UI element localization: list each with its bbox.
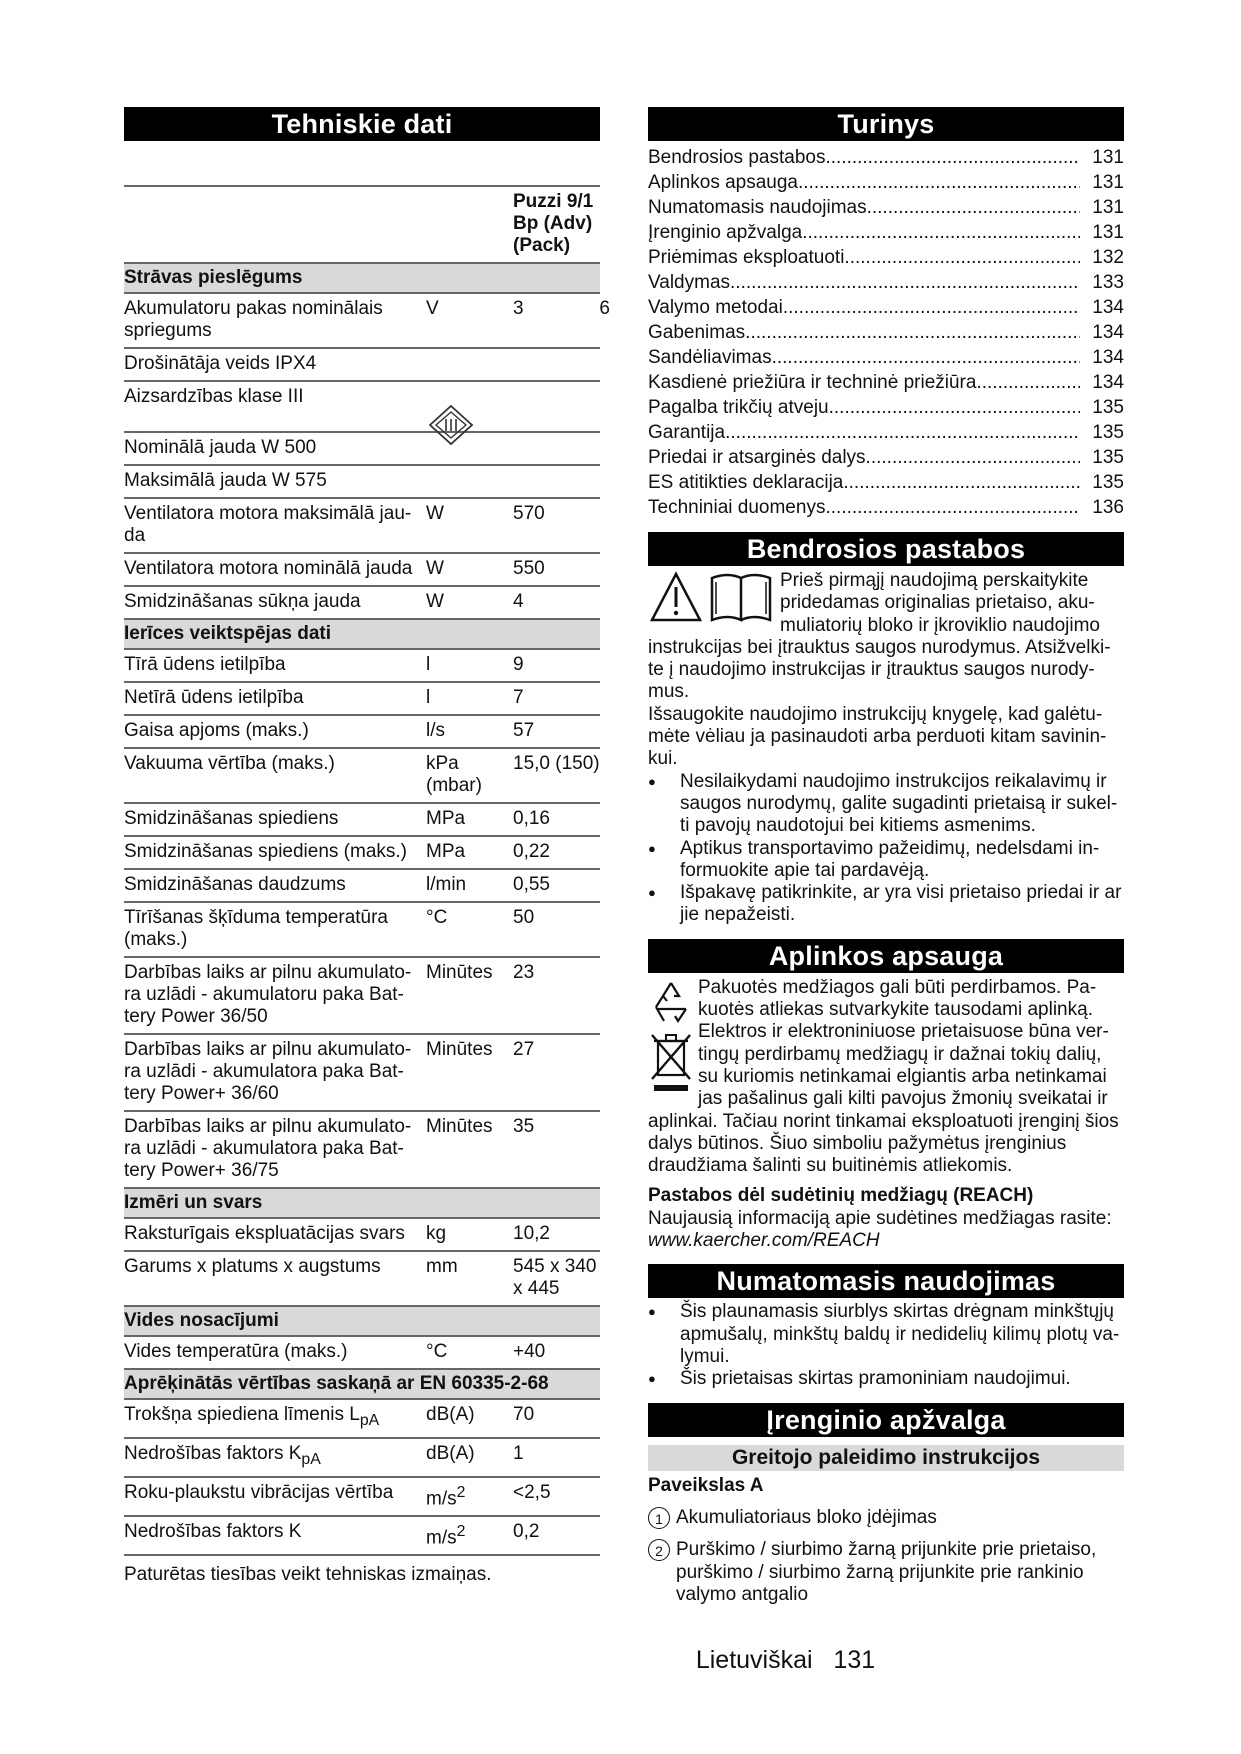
- toc-item[interactable]: [648, 220, 1124, 245]
- reach-text: Naujausią informaciją apie sudėtines medžiagas rasite:: [648, 1207, 1112, 1229]
- spec-unit-text: kPa (mbar): [426, 753, 482, 796]
- quick-start-step: [648, 1507, 1124, 1530]
- spec-label-text: Roku-plaukstu vibrācijas vērtība: [124, 1481, 394, 1503]
- section-header: Aprēķinātās vērtības saskaņā ar EN 60335-2-68: [124, 1369, 600, 1399]
- spec-value-text: <2,5: [513, 1481, 551, 1503]
- spec-label: [124, 381, 426, 432]
- spec-label: [124, 1477, 426, 1516]
- table-row: [124, 498, 600, 553]
- general-notes-title: Bendrosios pastabos: [648, 532, 1124, 566]
- section-header: Izmēri un svars: [124, 1188, 600, 1218]
- spec-value-text: 0,2: [513, 1520, 540, 1542]
- spec-unit: [426, 869, 513, 902]
- spec-value-text: 10,2: [513, 1223, 550, 1244]
- spec-unit-text: Minūtes: [426, 1039, 493, 1060]
- spec-value-text: 35: [513, 1116, 535, 1137]
- table-row: [124, 586, 600, 619]
- spec-unit-text: Minūtes: [426, 962, 493, 983]
- list-item: ● Aptikus transportavimo pažeidimų, nedelsdami in-formuokite apie tai pardavėją.: [648, 838, 1124, 883]
- spec-label-text: Nominālā jauda W 500: [124, 437, 317, 458]
- section-header-row: [124, 1369, 600, 1399]
- spec-unit: [426, 1218, 513, 1251]
- spec-unit: [426, 836, 513, 869]
- model-name: Puzzi 9/1 Bp (Adv) (Pack): [513, 186, 600, 263]
- spec-value-extra: 6: [599, 298, 610, 319]
- list-item: ● Išpakavę patikrinkite, ar yra visi prietaiso priedai ir ar jie nepažeisti.: [648, 882, 1124, 927]
- toc-item-page: 134: [1092, 347, 1124, 368]
- spec-label-text: Smidzināšanas spiediens: [124, 808, 339, 829]
- step-text: Purškimo / siurbimo žarną prijunkite prie prietaiso, purškimo / siurbimo žarną prijunkite prie rankinio valymo antgalio: [676, 1539, 1097, 1605]
- spec-unit: [426, 748, 513, 803]
- toc-item-page: 135: [1092, 422, 1124, 443]
- table-row: [124, 803, 600, 836]
- toc-item[interactable]: [648, 295, 1124, 320]
- spec-label: [124, 1516, 426, 1555]
- toc-item[interactable]: [648, 370, 1124, 395]
- spec-label: [124, 957, 426, 1034]
- technical-data-title: Tehniskie dati: [124, 107, 600, 141]
- toc-item[interactable]: [648, 445, 1124, 470]
- toc-item[interactable]: [648, 320, 1124, 345]
- spec-label: [124, 1111, 426, 1188]
- table-row: [124, 836, 600, 869]
- page-footer: [0, 1645, 1241, 1675]
- lithuanian-column: [648, 107, 1124, 1607]
- toc-item-label: Kasdienė priežiūra ir techninė priežiūra: [648, 372, 977, 393]
- table-row: [124, 432, 600, 465]
- spec-value-text: +40: [513, 1341, 546, 1362]
- table-row: [124, 869, 600, 902]
- spec-label-subscript: pA: [301, 1450, 321, 1468]
- table-row: [124, 1438, 600, 1477]
- spec-label: [124, 293, 426, 348]
- device-overview-title: Įrenginio apžvalga: [648, 1403, 1124, 1437]
- spec-unit-superscript: 2: [456, 1483, 466, 1501]
- spec-unit: [426, 465, 513, 498]
- spec-label-text: Smidzināšanas daudzums: [124, 874, 346, 895]
- table-row: [124, 957, 600, 1034]
- table-row: [124, 1399, 600, 1438]
- toc-dot-leader: [798, 170, 1080, 195]
- spec-label: [124, 1034, 426, 1111]
- spec-unit: [426, 715, 513, 748]
- spec-value: [513, 293, 610, 348]
- spec-label: [124, 465, 426, 498]
- environment-weee-text: Elektros ir elektroniniuose prietaisuose būna ver-tingų perdirbamų medžiagų ir dažnai tokių dalių, su kuriomis netinkamai elgiantis arba netinkamai jas pašalinus gali kilti pavojus žmonių sveikatai ir aplinkai. Tačiau norint tinkamai eksploatuoti įrenginį šios dalys būtinos. Šiuo simboliu pažymėtus įrenginius draudžiama šalinti su buitinėmis atliekomis.: [648, 1021, 1119, 1177]
- toc-item-label: Bendrosios pastabos: [648, 147, 826, 168]
- spec-unit-text: m/s: [426, 1487, 457, 1509]
- spec-unit-text: °C: [426, 907, 448, 928]
- toc-item-page: 134: [1092, 322, 1124, 343]
- technical-data-body: [124, 186, 610, 1555]
- toc-item-page: 133: [1092, 272, 1124, 293]
- spec-unit: [426, 1477, 513, 1516]
- toc-item-page: 132: [1092, 247, 1124, 268]
- spec-label: [124, 586, 426, 619]
- spec-label: [124, 1336, 426, 1369]
- list-item: ● Šis plaunamasis siurblys skirtas drėgnam minkštųjų apmušalų, minkštų baldų ir nedidelių kilimų plotų va-lymui.: [648, 1301, 1124, 1368]
- spec-value-text: 545 x 340 x 445: [513, 1256, 597, 1299]
- toc-item-page: 134: [1092, 372, 1124, 393]
- spec-value-text: 0,16: [513, 808, 550, 829]
- quick-start-steps: [648, 1507, 1124, 1607]
- spec-label: [124, 1251, 426, 1306]
- general-notes-text-2: Išsaugokite naudojimo instrukcijų knygelę, kad galėtu-mėte vėliau ja pasinaudoti arba perduoti kitam savinin-kui.: [648, 703, 1107, 770]
- table-row: [124, 1034, 600, 1111]
- changes-note: Paturētas tiesības veikt tehniskas izmaiņas.: [124, 1564, 492, 1586]
- spec-value-text: 50: [513, 907, 535, 928]
- spec-label-text: Darbības laiks ar pilnu akumulato-ra uzlādi - akumulatora paka Bat-tery Power+ 36/60: [124, 1039, 412, 1104]
- spec-value-text: 70: [513, 1404, 535, 1425]
- spec-label-text: Trokšņa spiediena līmenis L: [124, 1404, 360, 1425]
- toc-item-page: 135: [1092, 397, 1124, 418]
- toc-dot-leader: [825, 495, 1080, 520]
- spec-unit-text: W: [426, 591, 444, 612]
- toc-dot-leader: [829, 395, 1080, 420]
- toc-dot-leader: [976, 370, 1080, 395]
- spec-unit: [426, 902, 513, 957]
- spec-value-text: 1: [513, 1442, 524, 1464]
- spec-value: [513, 1336, 600, 1369]
- spec-label-text: Darbības laiks ar pilnu akumulato-ra uzlādi - akumulatoru paka Bat-tery Power 36/50: [124, 962, 412, 1027]
- figure-label: Paveikslas A: [648, 1474, 764, 1496]
- spec-unit-text: W: [426, 558, 444, 579]
- warning-manual-icon: [648, 570, 776, 630]
- spec-value: [513, 902, 600, 957]
- spec-unit-text: mm: [426, 1256, 458, 1277]
- table-row: [124, 1111, 600, 1188]
- section-header: Ierīces veiktspējas dati: [124, 619, 600, 649]
- spec-value: [513, 715, 600, 748]
- spec-label-text: Tīrā ūdens ietilpība: [124, 654, 286, 675]
- section-header: Vides nosacījumi: [124, 1306, 600, 1336]
- toc-item[interactable]: [648, 495, 1124, 520]
- spec-value-text: 0,22: [513, 841, 550, 862]
- toc-dot-leader: [843, 470, 1080, 495]
- spec-value-text: 9: [513, 654, 524, 675]
- spec-unit-text: dB(A): [426, 1404, 475, 1425]
- spec-value-text: 4: [513, 591, 524, 612]
- reach-title: Pastabos dėl sudėtinių medžiagų (REACH): [648, 1185, 1034, 1207]
- spec-unit-text: Minūtes: [426, 1116, 493, 1137]
- spec-value-text: 23: [513, 962, 535, 983]
- toc-item[interactable]: [648, 420, 1124, 445]
- toc-item[interactable]: [648, 470, 1124, 495]
- table-row: [124, 553, 600, 586]
- spec-label-text: Smidzināšanas spiediens (maks.): [124, 841, 408, 862]
- toc-dot-leader: [866, 445, 1080, 470]
- toc-dot-leader: [802, 220, 1080, 245]
- footer-page-number: 131: [833, 1646, 876, 1674]
- recycling-icon: [648, 977, 694, 1029]
- spec-label-text: Garums x platums x augstums: [124, 1256, 381, 1277]
- toc-item-label: Gabenimas: [648, 322, 746, 343]
- toc-dot-leader: [725, 420, 1080, 445]
- spec-label-text: Vides temperatūra (maks.): [124, 1341, 348, 1362]
- spec-value: [513, 1218, 600, 1251]
- list-item: ● Nesilaikydami naudojimo instrukcijos reikalavimų ir saugos nurodymų, galite sugadinti prietaisą ir sukel-ti pavojų naudotojui bei kitiems asmenims.: [648, 771, 1124, 838]
- toc-item-page: 135: [1092, 447, 1124, 468]
- toc-item-label: Valymo metodai: [648, 297, 783, 318]
- spec-unit: [426, 348, 513, 381]
- toc-dot-leader: [844, 245, 1080, 270]
- spec-unit-text: °C: [426, 1341, 448, 1362]
- spec-label: [124, 902, 426, 957]
- spec-value-text: 3: [513, 298, 524, 319]
- spec-value: [513, 1251, 600, 1306]
- footer-language: Lietuviškai: [695, 1646, 813, 1674]
- toc-item-label: ES atitikties deklaracija: [648, 472, 844, 493]
- table-row: [124, 1218, 600, 1251]
- environment-section: [648, 977, 1124, 1253]
- spec-unit-text: l/s: [426, 720, 445, 741]
- section-header-row: [124, 1306, 600, 1336]
- spec-value: [513, 1111, 600, 1188]
- spec-label-text: Aizsardzības klase III: [124, 386, 304, 407]
- spec-label: [124, 836, 426, 869]
- toc-item-page: 131: [1092, 147, 1124, 168]
- step-number-badge: 1: [648, 1507, 670, 1529]
- spec-value-text: 550: [513, 558, 545, 579]
- step-text: Akumuliatoriaus bloko įdėjimas: [676, 1506, 937, 1528]
- toc-item-label: Numatomasis naudojimas: [648, 197, 867, 218]
- spec-value-text: 27: [513, 1039, 535, 1060]
- table-row: [124, 1516, 600, 1555]
- toc-item-page: 135: [1092, 472, 1124, 493]
- toc-item[interactable]: [648, 345, 1124, 370]
- weee-bin-icon: [648, 1029, 694, 1099]
- spec-value: [513, 553, 600, 586]
- general-notes-list: [648, 771, 1124, 927]
- spec-label-text: Nedrošības faktors K: [124, 1520, 302, 1542]
- toc-item[interactable]: [648, 170, 1124, 195]
- spec-value-text: 15,0 (150): [513, 753, 600, 774]
- section-header: Strāvas pieslēgums: [124, 263, 600, 293]
- spec-label-text: Ventilatora motora nominālā jauda: [124, 558, 413, 579]
- spec-label: [124, 553, 426, 586]
- spec-unit: [426, 649, 513, 682]
- table-of-contents: [648, 145, 1124, 520]
- toc-item-label: Techniniai duomenys: [648, 497, 826, 518]
- spec-unit: [426, 1399, 513, 1438]
- intended-use-list: [648, 1301, 1124, 1390]
- spec-value-text: 7: [513, 687, 524, 708]
- section-header-row: [124, 619, 600, 649]
- toc-item-label: Aplinkos apsauga: [648, 172, 798, 193]
- toc-dot-leader: [745, 320, 1080, 345]
- table-header-row: [124, 186, 600, 263]
- spec-value: [513, 869, 600, 902]
- spec-unit-text: l: [426, 654, 431, 675]
- table-row: [124, 348, 600, 381]
- toc-item-page: 131: [1092, 222, 1124, 243]
- spec-value: [513, 432, 600, 465]
- toc-dot-leader: [772, 345, 1080, 370]
- spec-value: [513, 649, 600, 682]
- toc-dot-leader: [783, 295, 1080, 320]
- spec-value: [513, 803, 600, 836]
- spec-label-text: Maksimālā jauda W 575: [124, 470, 327, 491]
- table-row: [124, 1477, 600, 1516]
- general-notes-section: [648, 570, 1124, 927]
- spec-label: [124, 748, 426, 803]
- spec-value: [513, 348, 600, 381]
- spec-label: [124, 432, 426, 465]
- toc-item-label: Valdymas: [648, 272, 731, 293]
- toc-item[interactable]: [648, 245, 1124, 270]
- spec-unit: [426, 957, 513, 1034]
- spec-value: [513, 1034, 600, 1111]
- spec-value: [513, 1438, 600, 1477]
- spec-label: [124, 682, 426, 715]
- table-row: [124, 1336, 600, 1369]
- table-row: [124, 381, 600, 432]
- toc-item-label: Priėmimas eksploatuoti: [648, 247, 845, 268]
- toc-item-page: 134: [1092, 297, 1124, 318]
- spec-value: [513, 465, 600, 498]
- spec-unit: [426, 586, 513, 619]
- spec-value-text: 0,55: [513, 874, 550, 895]
- spec-value: [513, 836, 600, 869]
- toc-item-page: 136: [1092, 497, 1124, 518]
- spec-value: [513, 682, 600, 715]
- spec-unit: [426, 803, 513, 836]
- table-row: [124, 465, 600, 498]
- spec-label-text: Drošinātāja veids IPX4: [124, 353, 317, 374]
- spec-unit-text: V: [426, 298, 439, 319]
- spec-value-text: 57: [513, 720, 535, 741]
- spec-unit: [426, 682, 513, 715]
- spec-label-text: Tīrīšanas šķīduma temperatūra (maks.): [124, 907, 388, 950]
- spec-label-text: Ventilatora motora maksimālā jau-da: [124, 503, 412, 546]
- table-row: [124, 649, 600, 682]
- toc-item[interactable]: [648, 145, 1124, 170]
- table-row: [124, 902, 600, 957]
- toc-item-label: Įrenginio apžvalga: [648, 222, 803, 243]
- table-row: [124, 682, 600, 715]
- spec-value: [513, 957, 600, 1034]
- toc-dot-leader: [825, 145, 1080, 170]
- spec-unit-text: MPa: [426, 841, 466, 862]
- spec-label: [124, 715, 426, 748]
- spec-unit: [426, 498, 513, 553]
- toc-item-label: Sandėliavimas: [648, 347, 772, 368]
- spec-label-text: Gaisa apjoms (maks.): [124, 720, 309, 741]
- spec-label: [124, 1399, 426, 1438]
- spec-unit-text: l: [426, 687, 431, 708]
- section-header-row: [124, 263, 600, 293]
- table-row: [124, 715, 600, 748]
- spec-unit-text: kg: [426, 1223, 447, 1244]
- toc-item-page: 131: [1092, 172, 1124, 193]
- spec-unit: [426, 1111, 513, 1188]
- spec-label: [124, 803, 426, 836]
- spec-label-text: Nedrošības faktors K: [124, 1442, 302, 1464]
- toc-dot-leader: [730, 270, 1080, 295]
- toc-item[interactable]: [648, 270, 1124, 295]
- environment-text: Pakuotės medžiagos gali būti perdirbamos. Pa-kuotės atliekas sutvarkykite tausodami aplinką.: [698, 976, 1097, 1021]
- spec-value: [513, 1477, 600, 1516]
- technical-data-column: [124, 107, 610, 1586]
- spec-unit: [426, 1034, 513, 1111]
- spec-label-text: Raksturīgais ekspluatācijas svars: [124, 1223, 405, 1244]
- spec-value: [513, 498, 600, 553]
- spec-unit: [426, 1438, 513, 1477]
- spec-unit-text: m/s: [426, 1527, 457, 1549]
- spec-unit-text: W: [426, 503, 444, 524]
- toc-item[interactable]: [648, 395, 1124, 420]
- protection-class-iii-icon: [426, 404, 476, 452]
- intended-use-title: Numatomasis naudojimas: [648, 1264, 1124, 1298]
- spec-label: [124, 1438, 426, 1477]
- table-row: [124, 748, 600, 803]
- spec-unit: [426, 553, 513, 586]
- spec-value: [513, 748, 600, 803]
- spec-label-subscript: pA: [359, 1411, 380, 1429]
- quick-start-title: Greitojo paleidimo instrukcijos: [648, 1445, 1124, 1471]
- technical-data-table: [124, 185, 610, 1556]
- spec-label-text: Vakuuma vērtība (maks.): [124, 753, 335, 774]
- toc-item[interactable]: [648, 195, 1124, 220]
- spec-unit: [426, 293, 513, 348]
- spec-value: [513, 1399, 600, 1438]
- spec-label-text: Darbības laiks ar pilnu akumulato-ra uzlādi - akumulatora paka Bat-tery Power+ 36/75: [124, 1116, 412, 1181]
- reach-link[interactable]: www.kaercher.com/REACH: [648, 1230, 880, 1252]
- spec-unit-superscript: 2: [456, 1522, 466, 1540]
- spec-unit: [426, 1251, 513, 1306]
- spec-unit: [426, 1516, 513, 1555]
- spec-value: [513, 1516, 600, 1555]
- section-header-row: [124, 1188, 600, 1218]
- spec-unit-text: l/min: [426, 874, 467, 895]
- spec-label: [124, 498, 426, 553]
- table-row: [124, 1251, 600, 1306]
- contents-title: Turinys: [648, 107, 1124, 141]
- environment-title: Aplinkos apsauga: [648, 939, 1124, 973]
- spec-label: [124, 1218, 426, 1251]
- spec-label: [124, 348, 426, 381]
- step-number-badge: 2: [648, 1539, 670, 1561]
- toc-item-label: Priedai ir atsarginės dalys: [648, 447, 866, 468]
- general-notes-text: Prieš pirmąjį naudojimą perskaitykite pridedamas originalias prietaiso, aku-muliatorių bloko ir įkroviklio naudojimo instrukcijas bei įtrauktus saugos nurodymus. Atsižvelki-te į naudojimo instrukcijas ir įtrauktus saugos nurody-mus.: [648, 570, 1111, 703]
- quick-start-step: [648, 1539, 1124, 1607]
- toc-item-page: 131: [1092, 197, 1124, 218]
- spec-label: [124, 869, 426, 902]
- spec-label-text: Netīrā ūdens ietilpība: [124, 687, 304, 708]
- spec-unit: [426, 1336, 513, 1369]
- spec-label: [124, 649, 426, 682]
- spec-label-text: Akumulatoru pakas nominālais spriegums: [124, 298, 383, 341]
- toc-item-label: Pagalba trikčių atveju: [648, 397, 829, 418]
- spec-unit-text: MPa: [426, 808, 466, 829]
- toc-item-label: Garantija: [648, 422, 726, 443]
- table-row: [124, 293, 600, 348]
- spec-value: [513, 381, 600, 432]
- list-item: ● Šis prietaisas skirtas pramoniniam naudojimui.: [648, 1368, 1124, 1390]
- spec-unit-text: dB(A): [426, 1442, 475, 1464]
- toc-dot-leader: [867, 195, 1080, 220]
- spec-value-text: 570: [513, 503, 545, 524]
- spec-label-text: Smidzināšanas sūkņa jauda: [124, 591, 361, 612]
- spec-value: [513, 586, 600, 619]
